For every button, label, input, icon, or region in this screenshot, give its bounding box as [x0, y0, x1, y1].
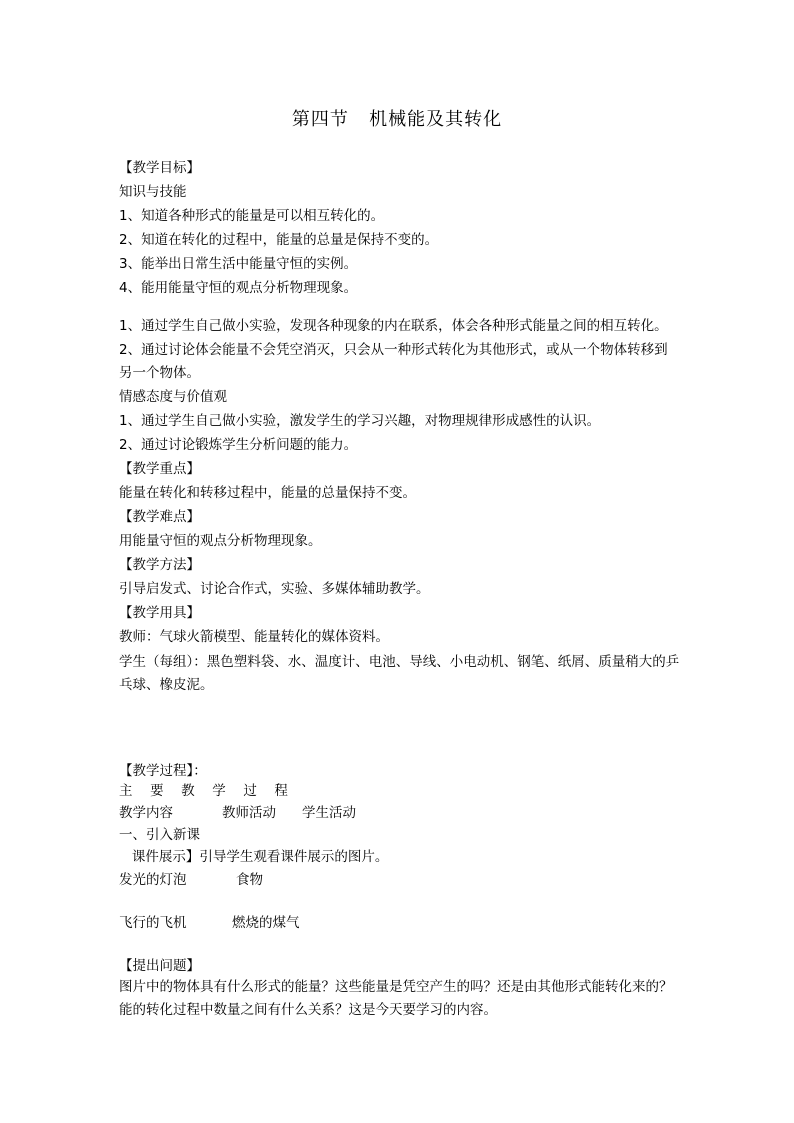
emotion-item: 1、通过学生自己做小实验，激发学生的学习兴趣，对物理规律形成感性的认识。	[119, 413, 601, 429]
knowledge-item: 2、知道在转化的过程中，能量的总量是保持不变的。	[119, 232, 439, 248]
process-heading: 【教学过程】：	[119, 763, 207, 779]
process-method-item: 1、通过学生自己做小实验，发现各种现象的内在联系，体会各种形式能量之间的相互转化。	[119, 318, 668, 334]
page-title: 第四节 机械能及其转化	[291, 109, 503, 130]
tools-teacher: 教师：气球火箭模型、能量转化的媒体资料。	[119, 629, 389, 645]
knowledge-item: 3、能举出日常生活中能量守恒的实例。	[119, 256, 358, 272]
method-text: 引导启发式、讨论合作式，实验、多媒体辅助教学。	[119, 581, 430, 597]
column-content: 教学内容	[119, 805, 173, 821]
process-method-item: 2、通过讨论体会能量不会凭空消灭，只会从一种形式转化为其他形式，或从一个物体转移到另一个物体。	[119, 342, 668, 381]
emotion-item: 2、通过讨论锻炼学生分析问题的能力。	[119, 437, 358, 453]
question-heading: 【提出问题】	[119, 958, 200, 974]
image-caption: 食物	[236, 872, 263, 888]
key-point-text: 能量在转化和转移过程中，能量的总量保持不变。	[119, 485, 416, 501]
column-student: 学生活动	[302, 805, 356, 821]
image-caption: 飞行的飞机	[119, 915, 187, 931]
knowledge-item: 1、知道各种形式的能量是可以相互转化的。	[119, 208, 385, 224]
image-caption: 发光的灯泡	[119, 872, 187, 888]
courseware-text: 课件展示】引导学生观看课件展示的图片。	[119, 849, 389, 865]
knowledge-item: 4、能用能量守恒的观点分析物理现象。	[119, 280, 358, 296]
tools-heading: 【教学用具】	[119, 605, 200, 621]
method-heading: 【教学方法】	[119, 557, 200, 573]
column-teacher: 教师活动	[222, 805, 276, 821]
image-caption: 燃烧的煤气	[232, 915, 300, 931]
difficulty-text: 用能量守恒的观点分析物理现象。	[119, 533, 322, 549]
question-text: 图片中的物体具有什么形式的能量？这些能量是凭空产生的吗？还是由其他形式能转化来的？能的转化过程中数量之间有什么关系？这是今天要学习的内容。	[119, 979, 673, 1018]
emotion-heading: 情感态度与价值观	[119, 389, 227, 405]
objectives-heading: 【教学目标】	[119, 160, 200, 176]
knowledge-heading: 知识与技能	[119, 184, 187, 200]
key-point-heading: 【教学重点】	[119, 461, 200, 477]
tools-students: 学生（每组）：黑色塑料袋、水、温度计、电池、导线、小电动机、钢笔、纸屑、质量稍大的乒乓球、橡皮泥。	[119, 654, 680, 693]
difficulty-heading: 【教学难点】	[119, 509, 200, 525]
process-main-label: 主 要 教 学 过 程	[119, 783, 291, 799]
intro-heading: 一、引入新课	[119, 827, 200, 843]
